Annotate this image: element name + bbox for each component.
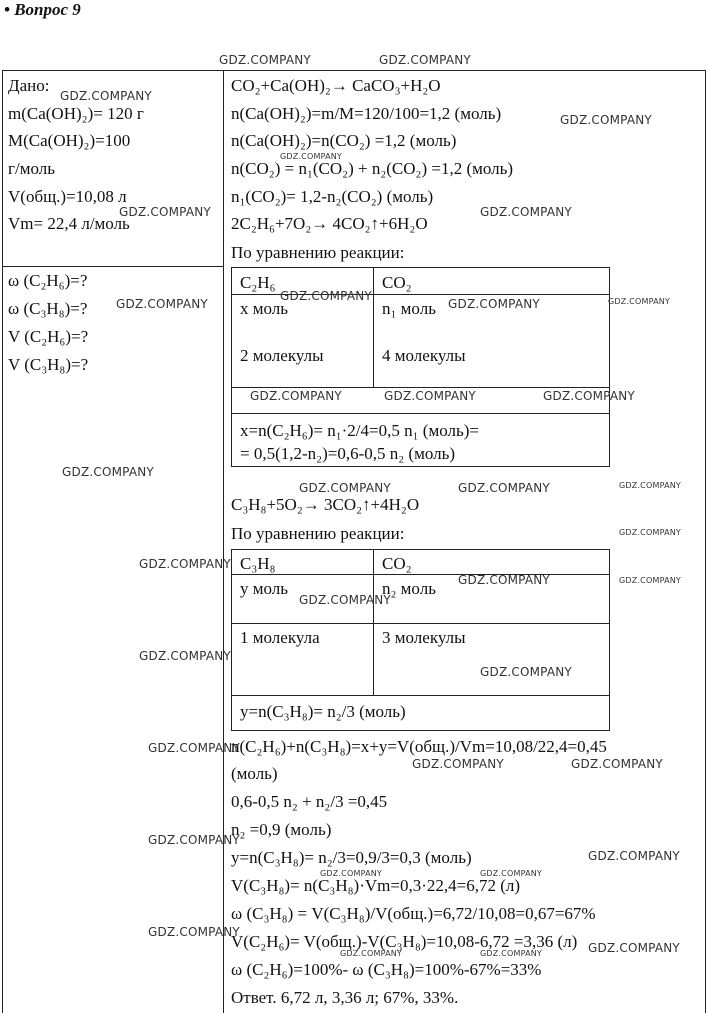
watermark: GDZ.COMPANY — [340, 949, 403, 958]
watermark: GDZ.COMPANY — [619, 528, 682, 537]
watermark: GDZ.COMPANY — [148, 925, 240, 939]
solution-line-7: (моль) — [231, 764, 278, 783]
solution-line-9: n₂ =0,9 (моль) — [231, 820, 332, 839]
solution-line-13: V(C₂H₆)= V(общ.)-V(C₃H₈)=10,08-6,72 =3,36 (л) — [231, 932, 578, 951]
page-heading: • Вопрос 9 — [4, 0, 81, 19]
by-equation-label-1: По уравнению реакции: — [231, 243, 405, 262]
given-total-volume: V(общ.)=10,08 л — [8, 187, 127, 206]
equation-2: 2C₂H₆+7O₂→ 4CO₂↑+6H₂O — [231, 214, 428, 233]
watermark: GDZ.COMPANY — [458, 573, 550, 587]
find-w-ethane: ω (C₂H₆)=? — [8, 271, 88, 290]
given-label: Дано: — [8, 76, 50, 95]
solution-line-14: ω (C₂H₆)=100%- ω (C₃H₈)=100%-67%=33% — [231, 960, 542, 979]
find-v-propane: V (C₃H₈)=? — [8, 355, 89, 374]
solution-line-5: n₁(CO₂)= 1,2-n₂(CO₂) (моль) — [231, 187, 434, 206]
solution-line-6: n(C₂H₆)+n(C₃H₈)=x+y=V(общ.)/Vm=10,08/22,4=0,45 — [231, 737, 607, 756]
given-molar-mass: M(Ca(OH)₂)=100 — [8, 131, 131, 150]
watermark: GDZ.COMPANY — [448, 297, 540, 311]
watermark: GDZ.COMPANY — [299, 481, 391, 495]
watermark: GDZ.COMPANY — [250, 389, 342, 403]
t1-header-ethane: C₂H₆ — [240, 273, 276, 292]
watermark: GDZ.COMPANY — [588, 941, 680, 955]
equation-1: CO₂+Ca(OH)₂→ CaCO₃+H₂O — [231, 76, 441, 95]
watermark: GDZ.COMPANY — [608, 297, 671, 306]
watermark: GDZ.COMPANY — [379, 53, 471, 67]
watermark: GDZ.COMPANY — [116, 297, 208, 311]
watermark: GDZ.COMPANY — [280, 289, 372, 303]
watermark: GDZ.COMPANY — [148, 741, 240, 755]
answer-line: Ответ. 6,72 л, 3,36 л; 67%, 33%. — [231, 988, 459, 1007]
solution-line-3: n(Ca(OH)₂)=n(CO₂) =1,2 (моль) — [231, 131, 457, 150]
watermark: GDZ.COMPANY — [148, 833, 240, 847]
watermark: GDZ.COMPANY — [320, 869, 383, 878]
by-equation-label-2: По уравнению реакции: — [231, 524, 405, 543]
watermark: GDZ.COMPANY — [571, 757, 663, 771]
watermark: GDZ.COMPANY — [384, 389, 476, 403]
t2-propane-molecules: 1 молекула — [240, 628, 320, 647]
t2-propane-moles: y моль — [240, 579, 289, 598]
watermark: GDZ.COMPANY — [62, 465, 154, 479]
t2-co2-moles: n₂ моль — [382, 579, 436, 598]
equation-3: C₃H₈+5O₂→ 3CO₂↑+4H₂O — [231, 495, 420, 514]
t1-ethane-molecules: 2 молекулы — [240, 346, 324, 365]
watermark: GDZ.COMPANY — [619, 576, 682, 585]
solution-line-4: n(CO₂) = n₁(CO₂) + n₂(CO₂) =1,2 (моль) — [231, 159, 514, 178]
solution-line-2: n(Ca(OH)₂)=m/M=120/100=1,2 (моль) — [231, 104, 502, 123]
watermark: GDZ.COMPANY — [60, 89, 152, 103]
watermark: GDZ.COMPANY — [543, 389, 635, 403]
t1-co2-moles: n₁ моль — [382, 299, 436, 318]
solution-line-8: 0,6-0,5 n₂ + n₂/3 =0,45 — [231, 792, 388, 811]
watermark: GDZ.COMPANY — [480, 665, 572, 679]
watermark: GDZ.COMPANY — [119, 205, 211, 219]
t1-ethane-moles: x моль — [240, 299, 289, 318]
find-w-propane: ω (C₃H₈)=? — [8, 299, 88, 318]
solution-line-11: V(C₃H₈)= n(C₃H₈)·Vm=0,3·22,4=6,72 (л) — [231, 876, 520, 895]
given-molar-volume: Vm= 22,4 л/моль — [8, 214, 130, 233]
given-molar-unit: г/моль — [8, 159, 55, 178]
solution-line-10: y=n(C₃H₈)= n₂/3=0,9/3=0,3 (моль) — [231, 848, 472, 867]
watermark: GDZ.COMPANY — [480, 869, 543, 878]
watermark: GDZ.COMPANY — [560, 113, 652, 127]
watermark: GDZ.COMPANY — [280, 152, 343, 161]
watermark: GDZ.COMPANY — [139, 557, 231, 571]
watermark: GDZ.COMPANY — [619, 481, 682, 490]
t1-co2-molecules: 4 молекулы — [382, 346, 466, 365]
given-mass: m(Ca(OH)₂)= 120 г — [8, 104, 144, 123]
t2-formula: y=n(C₃H₈)= n₂/3 (моль) — [240, 702, 406, 721]
solution-line-12: ω (C₃H₈) = V(C₃H₈)/V(общ.)=6,72/10,08=0,67=67% — [231, 904, 596, 923]
column-divider — [223, 70, 224, 1013]
t2-header-co2: CO₂ — [382, 554, 412, 573]
watermark: GDZ.COMPANY — [588, 849, 680, 863]
given-find-divider — [2, 266, 224, 267]
ratio-table-propane — [231, 549, 610, 731]
watermark: GDZ.COMPANY — [139, 649, 231, 663]
t2-co2-molecules: 3 молекулы — [382, 628, 466, 647]
t1-formula-2: = 0,5(1,2-n₂)=0,6-0,5 n₂ (моль) — [240, 444, 456, 463]
watermark: GDZ.COMPANY — [480, 949, 543, 958]
watermark: GDZ.COMPANY — [412, 757, 504, 771]
watermark: GDZ.COMPANY — [458, 481, 550, 495]
t1-header-co2: CO₂ — [382, 273, 412, 292]
watermark: GDZ.COMPANY — [299, 593, 391, 607]
watermark: GDZ.COMPANY — [480, 205, 572, 219]
watermark: GDZ.COMPANY — [219, 53, 311, 67]
t2-header-propane: C₃H₈ — [240, 554, 276, 573]
t1-formula-1: x=n(C₂H₆)= n₁·2/4=0,5 n₁ (моль)= — [240, 421, 479, 440]
find-v-ethane: V (C₂H₆)=? — [8, 327, 89, 346]
